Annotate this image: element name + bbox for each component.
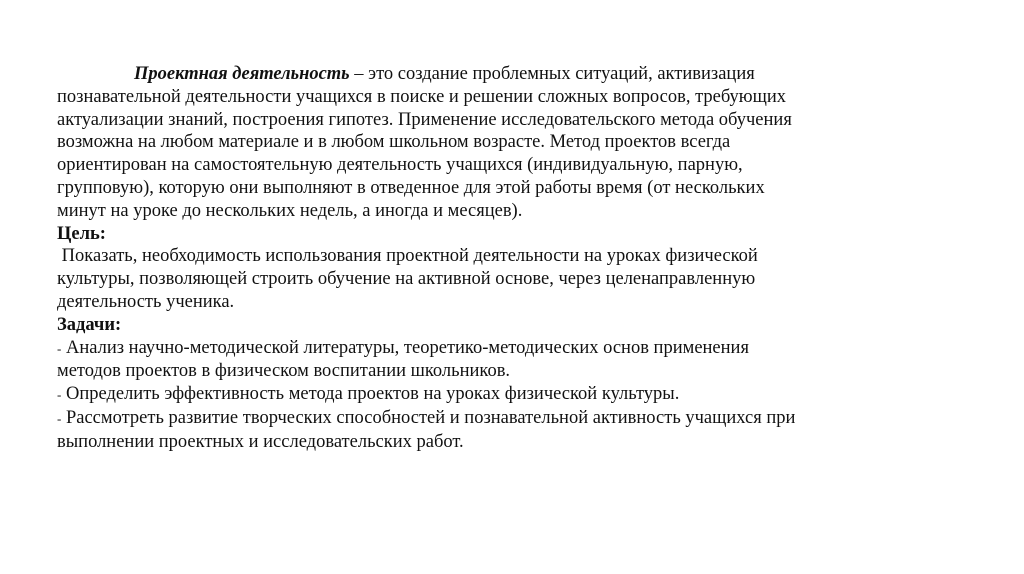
tasks-heading: Задачи: [57, 314, 122, 335]
goal-heading: Цель: [57, 223, 106, 244]
goal-line: деятельность ученика. [57, 291, 235, 312]
task-dash: - [57, 340, 62, 356]
intro-first-line-text: – это создание проблемных ситуаций, активизация [349, 64, 755, 84]
task-item [57, 383, 917, 407]
intro-first-line [57, 63, 917, 86]
task-continuation: методов проектов в физическом воспитании школьников. [57, 361, 511, 382]
intro-line: познавательной деятельности учащихся в поиске и решении сложных вопросов, требующих [57, 86, 787, 107]
goal-line: Показать, необходимость использования проектной деятельности на уроках физической [57, 246, 758, 267]
intro-line: групповую), которую они выполняют в отведенное для этой работы время (от нескольких [57, 177, 765, 198]
task-continuation: выполнении проектных и исследовательских работ. [57, 431, 464, 452]
task-dash: - [57, 410, 62, 426]
intro-line: минут на уроке до нескольких недель, а иногда и месяцев). [57, 200, 523, 221]
goal-line: культуры, позволяющей строить обучение на активной основе, через целенаправленную [57, 269, 756, 290]
slide-text [57, 63, 917, 454]
task-dash: - [57, 387, 62, 403]
task-item [57, 407, 917, 431]
intro-line: ориентирован на самостоятельную деятельность учащихся (индивидуальную, парную, [57, 155, 743, 176]
intro-term: Проектная деятельность [134, 64, 350, 84]
task-item [57, 337, 917, 361]
intro-line: возможна на любом материале и в любом школьном возрасте. Метод проектов всегда [57, 132, 731, 153]
intro-line: актуализации знаний, построения гипотез. Применение исследовательского метода обучения [57, 109, 792, 130]
task-text: Рассмотреть развитие творческих способностей и познавательной активность учащихся при [61, 407, 796, 428]
task-text: Анализ научно-методической литературы, теоретико-методических основ применения [61, 337, 749, 358]
task-text: Определить эффективность метода проектов на уроках физической культуры. [61, 384, 680, 405]
